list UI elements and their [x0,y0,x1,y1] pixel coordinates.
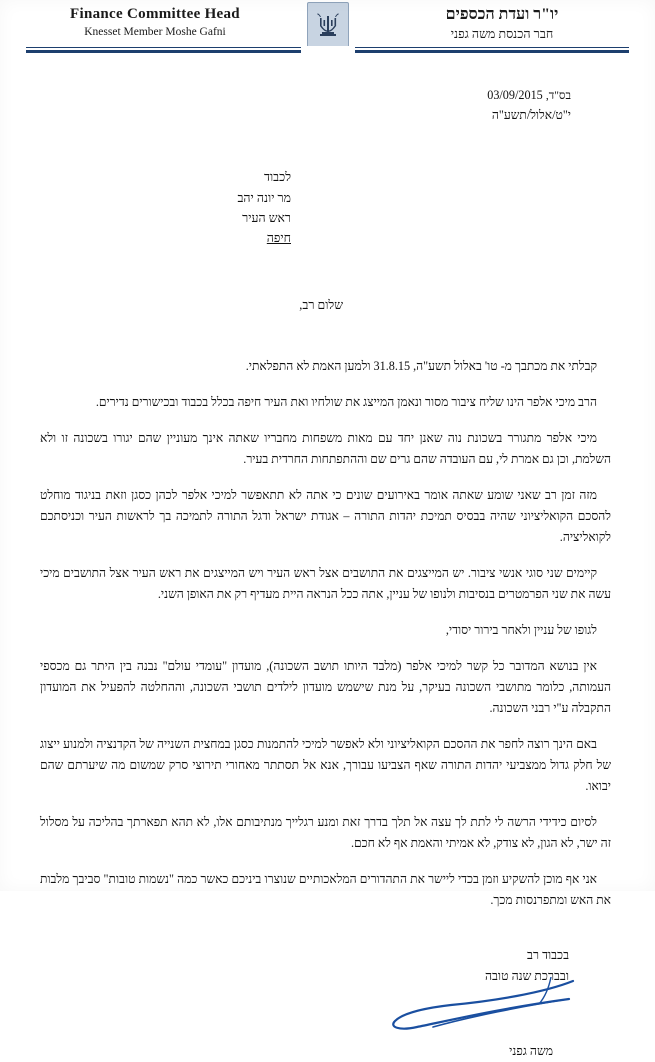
addressee-city: חיפה [266,231,291,246]
israel-state-emblem-icon [307,2,349,48]
addressee-block [40,167,291,249]
addressee-salutation: לכבוד [264,170,291,185]
letterhead [0,0,655,56]
letterhead-hebrew [377,6,627,42]
handwritten-signature-mark-icon [373,977,583,1039]
bsd-label: בס"ד, [545,90,571,102]
letter-paragraph: לסיום כידידי הרשה לי לתת לך עצה אל תלך בדרך זאת ומנע רגלייך מנתיבותם אלו, לא תהא תפארתך בהליכה על מסלול זה ישר, לא הגון, לא צודק, לא אמיתי והאמת אף לא חכם. [40,814,611,850]
letter-paragraph: אני אף מוכן להשקיע וזמן בכדי ליישר את התהדורים המלאכותיים שנוצרו ביניכם כאשר כמה "נשמות טובות" סביבך מלבות את האש ומתפרנסות מכך. [40,871,611,907]
hebrew-date: י"ט/אלול/תשע"ה [491,107,571,122]
letter-paragraph: מזה זמן רב שאני שומע שאתה אומר באירועים שונים כי אתה לא תתאפשר למיכי אלפר לכהן כסגן וזאת בניגוד מוחלט להסכם הקואליציוני שהיה בבסיס תמיכת יהדות התורה – אגודת ישראל ודגל התורה לתמיכה בך לראשות העיר וכניסתכם לקואליציה. [40,488,611,545]
addressee-name: מר יונה יהב [237,190,291,205]
closing-line-2: ובברכת שנה טובה [484,968,569,983]
closing-line-1: בכבוד רב [527,947,569,962]
letterhead-english-title: Finance Committee Head [70,6,240,22]
letter-paragraph: מיכי אלפר מתגורר בשכונת נוה שאנן יחד עם מאות משפחות מחבריו שאתה אינך מעוניין שהם יגורו בשכונה זו ולא השלמת, וכן גם אמרת לי, עם העובדה שהם גרים שם וההתפתחות החרדית בעיר. [40,431,611,467]
letterhead-divider [0,47,655,57]
letter-body [0,56,655,1062]
letterhead-english-subtitle: Knesset Member Moshe Gafni [84,26,226,38]
letterhead-hebrew-title: יו"ר ועדת הכספים [445,6,559,23]
letter-paragraph: באם הינך רוצה לחפר את ההסכם הקואליציוני ולא לאפשר למיכי להתמנות כסגן במחצית השנייה של הקדנציה ולמנוע ייצוג של חלק גדול ממצביעי יהדות התורה שאף הצביעו עבורך, אנא אל תסתתר מאחורי תירוצי סרק שמשום מה שיערתם שהם יבואו. [40,737,611,793]
date-block [40,86,571,125]
letterhead-english [30,6,280,38]
letter-paragraph: לגופו של עניין ולאחר בירור יסודי, [445,623,597,638]
letter-paragraph: קבלתי את מכתבך מ- טו' באלול תשע"ה, 31.8.15 ולמען האמת לא התפלאתי. [245,359,597,374]
letter-paragraph: הרב מיכי אלפר הינו שליח ציבור מסור ונאמן המייצג את שולחיו ואת העיר חיפה בכלל בכבוד ובכישורים נדירים. [95,395,597,410]
signature-name: משה גפני [509,1043,553,1058]
gregorian-date: 03/09/2015 [487,88,543,102]
addressee-role: ראש העיר [242,210,291,225]
letterhead-hebrew-subtitle: חבר הכנסת משה גפני [450,27,554,41]
divider-emblem-notch [301,46,355,53]
letter-paragraph: אין בנושא המדובר כל קשר למיכי אלפר (מלבד היותו תושב השכונה), מועדון "עומדי עולם" נבנה בין היתר גם מכספי העמותה, כלומר מתושבי השכונה בעיקר, על מנת שישמש מועדון לילדים תושבי השכונה, וההחלטה להפעיל את המועדון התקבלה ע"י רבני השכונה. [40,659,611,716]
letter-paragraph: קיימים שני סוגי אנשי ציבור. יש המייצגים את התושבים אצל ראש העיר ויש המייצגים את ראש העיר אצל התושבים מיכי עשה את שני הפרמטרים בנסיבות ולנופו של עניין, אתה ככל הנראה היית מעדיף רק את האופן השני. [40,566,611,602]
date-line-gregorian [40,86,571,106]
signature-area [40,987,591,1041]
greeting-line: שלום רב, [299,297,343,312]
